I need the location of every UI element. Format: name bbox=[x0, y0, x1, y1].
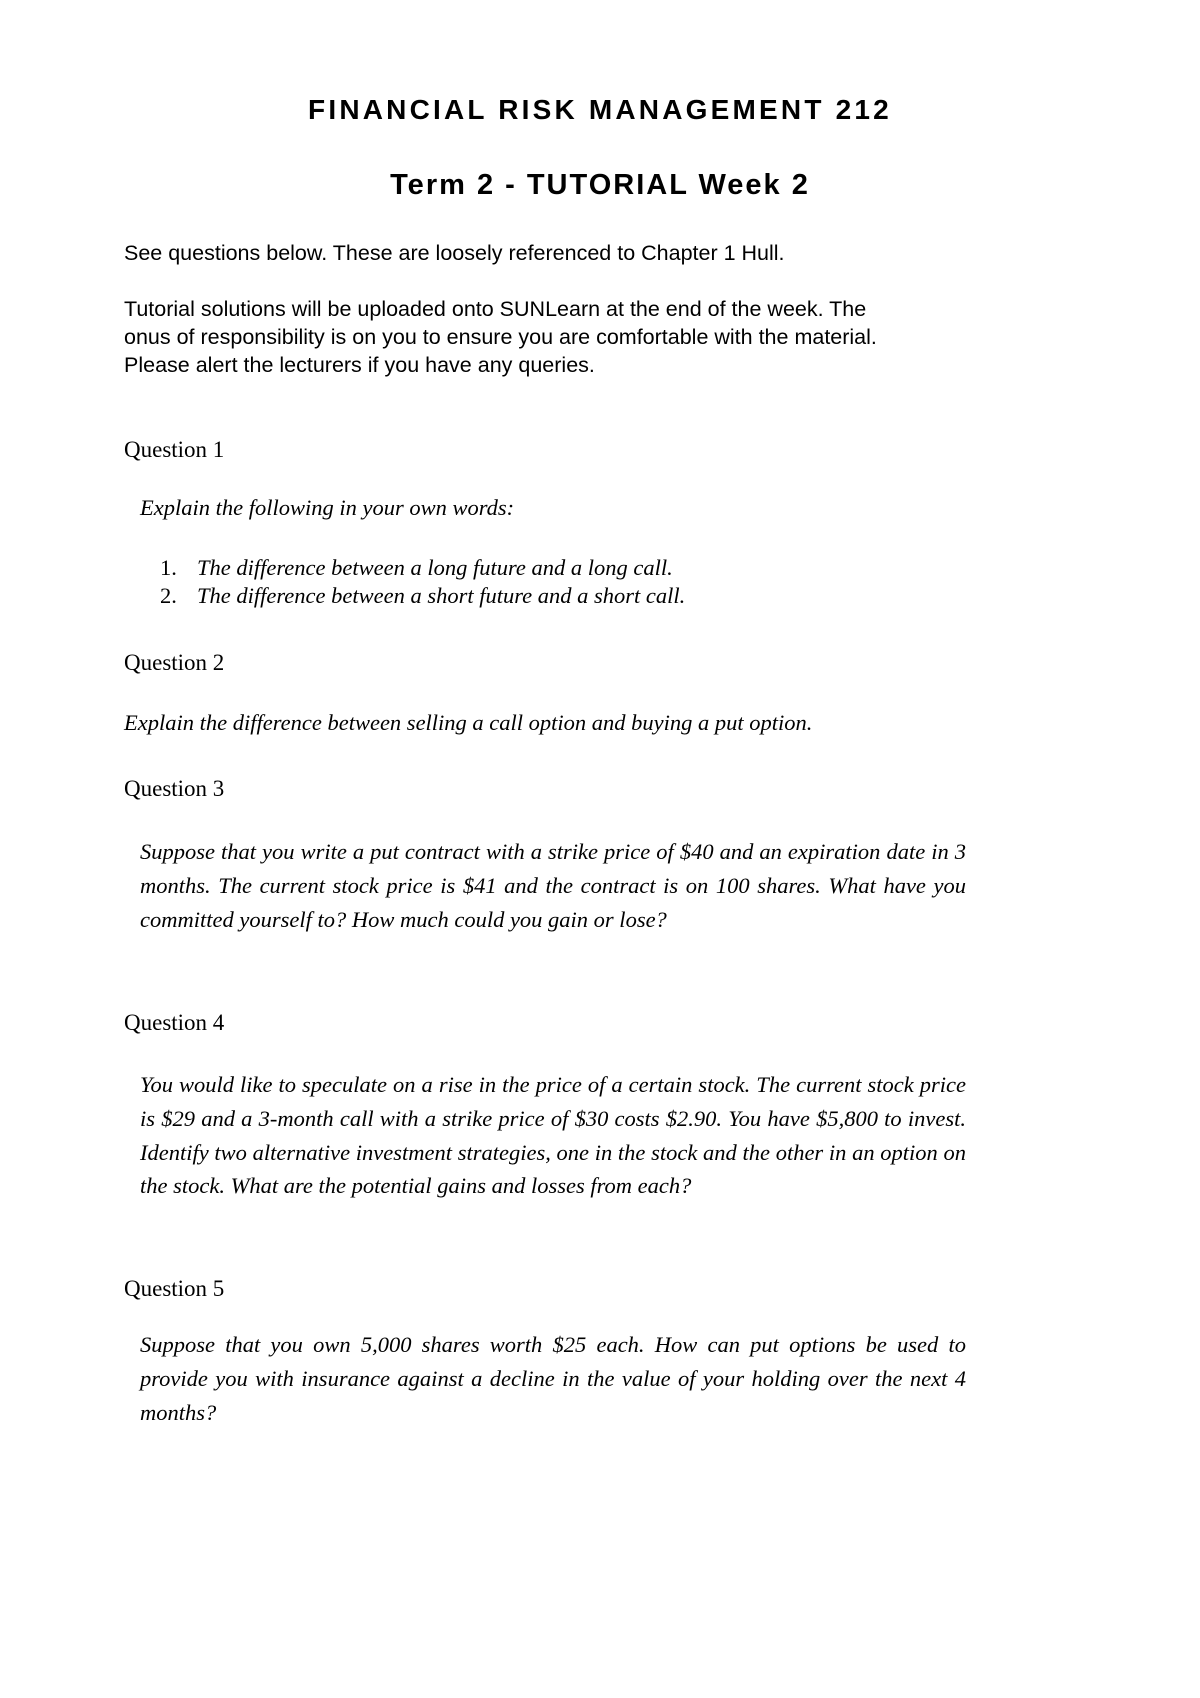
document-subtitle: Term 2 - TUTORIAL Week 2 bbox=[390, 169, 810, 201]
list-item bbox=[160, 582, 685, 610]
document-title: FINANCIAL RISK MANAGEMENT 212 bbox=[308, 94, 892, 125]
question-2-heading: Question 2 bbox=[124, 650, 225, 675]
question-1-heading: Question 1 bbox=[124, 437, 225, 462]
intro-text: See questions below. These are loosely referenced to Chapter 1 Hull. bbox=[124, 241, 785, 265]
intro-line: Tutorial solutions will be uploaded onto SUNLearn at the end of the week. The bbox=[124, 297, 867, 321]
question-4-body: You would like to speculate on a rise in the price of a certain stock. The current stock price is $29 and a 3-month call with a strike price of $30 costs $2.90. You have $5,800 to invest. Identify two alternative investment strategies, one in the stock and the other in an option on the stock. What are the potential gains and losses from each? bbox=[140, 1072, 966, 1199]
list-item bbox=[160, 554, 685, 582]
list-item-text: The difference between a long future and a long call. bbox=[197, 555, 673, 580]
question-2-body: Explain the difference between selling a call option and buying a put option. bbox=[124, 710, 813, 735]
question-4-heading: Question 4 bbox=[124, 1010, 225, 1035]
intro-line: Please alert the lecturers if you have any queries. bbox=[124, 353, 595, 377]
question-1-list bbox=[160, 554, 685, 610]
intro-paragraph-2 bbox=[124, 295, 1024, 379]
question-5-heading: Question 5 bbox=[124, 1276, 225, 1301]
list-item-number: 2. bbox=[160, 583, 177, 608]
intro-line: onus of responsibility is on you to ensure you are comfortable with the material. bbox=[124, 325, 877, 349]
list-item-number: 1. bbox=[160, 555, 177, 580]
question-3-body: Suppose that you write a put contract with a strike price of $40 and an expiration date in 3 months. The current stock price is $41 and the contract is on 100 shares. What have you committed yourself to? How much could you gain or lose? bbox=[140, 839, 966, 932]
intro-paragraph-1 bbox=[124, 239, 1024, 267]
question-3-heading: Question 3 bbox=[124, 776, 225, 801]
question-1-lead: Explain the following in your own words: bbox=[140, 495, 515, 520]
question-5-body: Suppose that you own 5,000 shares worth $25 each. How can put options be used to provide you with insurance against a decline in the value of your holding over the next 4 months? bbox=[140, 1332, 966, 1425]
list-item-text: The difference between a short future and a short call. bbox=[197, 583, 686, 608]
